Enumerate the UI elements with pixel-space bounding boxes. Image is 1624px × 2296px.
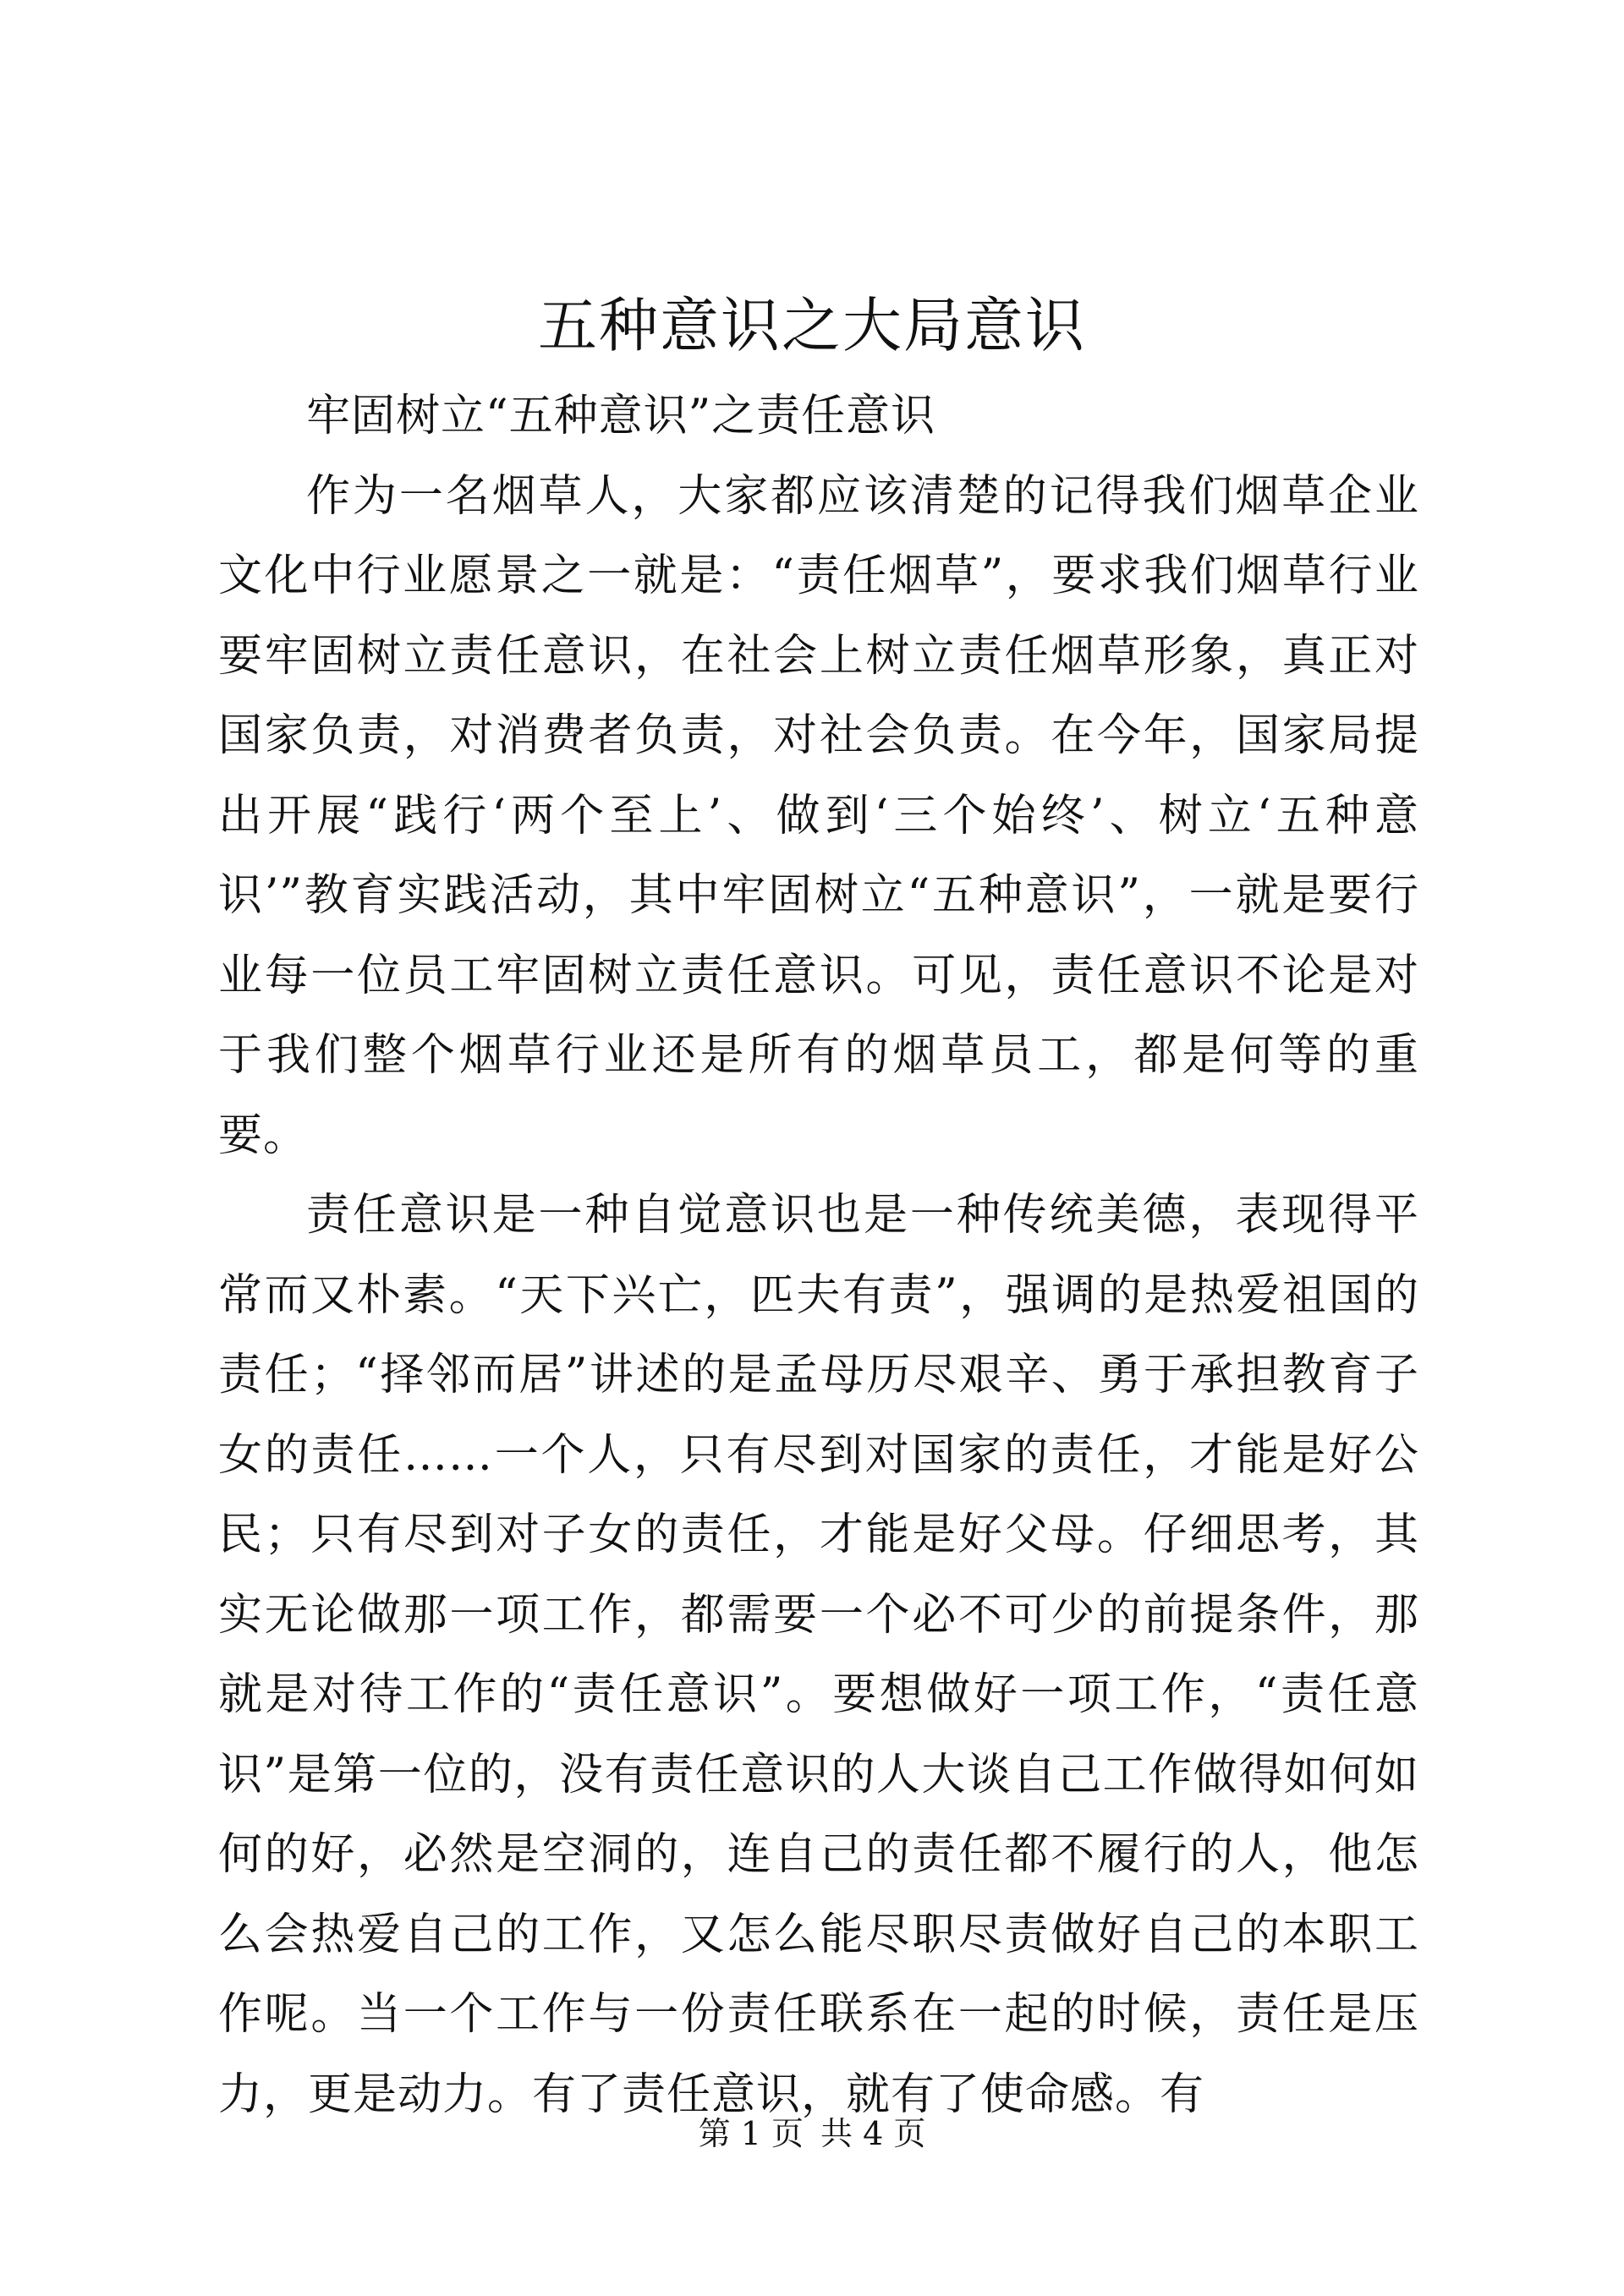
page-total: 共 4 页 [820,2115,926,2152]
page-footer [0,2112,1624,2155]
body-paragraph-1: 作为一名烟草人，大家都应该清楚的记得我们烟草企业文化中行业愿景之一就是：“责任烟草”，要求我们烟草行业要牢固树立责任意识，在社会上树立责任烟草形象，真正对国家负责，对消费者负责，对社会负责。在今年，国家局提出开展“践行‘两个至上’、做到‘三个始终’、树立‘五种意识’”教育实践活动，其中牢固树立“五种意识”，一就是要行业每一位员工牢固树立责任意识。可见，责任意识不论是对于我们整个烟草行业还是所有的烟草员工，都是何等的重要。 [218,470,1419,1161]
page-number: 第 1 页 [698,2115,804,2152]
document-body [218,376,1419,2134]
subtitle-paragraph: 牢固树立“五种意识”之责任意识 [306,391,936,441]
document-title: 五种意识之大局意识 [538,291,1086,360]
body-paragraph-2: 责任意识是一种自觉意识也是一种传统美德，表现得平常而又朴素。“天下兴亡，匹夫有责”，强调的是热爱祖国的责任；“择邻而居”讲述的是孟母历尽艰辛、勇于承担教育子女的责任……一个人，只有尽到对国家的责任，才能是好公民；只有尽到对子女的责任，才能是好父母。仔细思考，其实无论做那一项工作，都需要一个必不可少的前提条件，那就是对待工作的“责任意识”。要想做好一项工作，“责任意识”是第一位的，没有责任意识的人大谈自己工作做得如何如何的好，必然是空洞的，连自己的责任都不履行的人，他怎么会热爱自己的工作，又怎么能尽职尽责做好自己的本职工作呢。当一个工作与一份责任联系在一起的时候，责任是压力，更是动力。有了责任意识，就有了使命感。有 [218,1190,1419,2120]
